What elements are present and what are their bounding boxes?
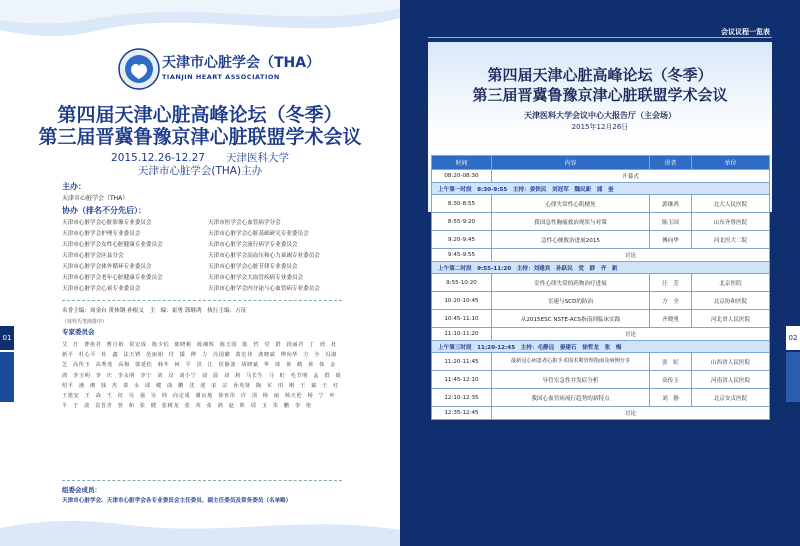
co-organizer-item: 天津市心脏学会区县分会 <box>62 253 124 259</box>
table-row <box>432 249 770 262</box>
page-number-tab: 01 <box>0 326 14 350</box>
cell-unit: 北大人民医院 <box>692 195 770 213</box>
table-row <box>432 371 770 389</box>
col-time-header: 时间 <box>432 156 492 170</box>
cell-time: 11:45-12:10 <box>432 371 492 389</box>
editors-line: 名誉主编：周金台 黄体钢 孙根义 主 编：霍勇 郭继鸿 执行主编：万征 <box>62 308 247 314</box>
cell-content: 开幕式 <box>492 170 770 183</box>
cell-speaker: 汪 芳 <box>650 274 692 292</box>
page-number-tab: 02 <box>786 326 800 350</box>
cell-time: 8:55-9:20 <box>432 213 492 231</box>
col-content-header: 内容 <box>492 156 650 170</box>
co-organizer-item: 天津市心脏学会心脏节律专业委员会 <box>208 264 298 270</box>
col-unit-header: 单位 <box>692 156 770 170</box>
event-title-2: 第三届晋冀鲁豫京津心脏联盟学术会议 <box>38 126 362 148</box>
co-organizer-item: 天津市心脏学会内分泌与心血管病专业委员会 <box>208 286 320 292</box>
cell-time: 8:30-8:55 <box>432 195 492 213</box>
table-row <box>432 213 770 231</box>
co-organizer-item: 天津市医学会心血管病学分会 <box>208 220 281 226</box>
organizer-heading: 主办： <box>62 182 86 191</box>
org-name-cn: 天津市心脏学会（THA） <box>162 55 321 71</box>
cell-time: 12:35-12:45 <box>432 407 492 420</box>
cell-content: 我国心血管病流行趋势的新特点 <box>492 389 650 407</box>
editors-note: （按姓氏笔画排序） <box>62 319 108 325</box>
table-row <box>432 389 770 407</box>
bottom-wave-decoration <box>0 510 400 546</box>
agenda-date: 2015年12月26日 <box>571 123 629 131</box>
header-rule <box>428 37 772 38</box>
cell-unit: 河北医大二院 <box>692 231 770 249</box>
experts-list: 艾 玎 曹艳君 曹月娟 常宏成 陈少伯 陈晓彬 陈湘辉 陈玉国 陈 哲 党 群 段丽君 丁 欣 杜新平 杜心平 杜 鑫 法天锷 范丽娟 付 援 傅 力 冯国璐 葛宏伟 龚晓斌 傅向华 方 全 冯淑芝 高传玉 高秀莲 高梅 郭延松 韩冬 何 平 洪 江 侯静波 胡晓斌 华 琦 黄 鹤 黄 体 金 鸿 李玉明 李 庆 李永明 李宁 刘 汉 刘小宁 刘 晨 刘 莉 马长生 马 虹 毛节明 孟 群 聂绍平 潘 湘 钱 杰 秦 永 邱 健 曲 鹏 沈 迎 宋 宗 孙英贤 陶 军 田 刚 王 斌 王 红 王建安 王 焱 王 征 吴 强 吴 炜 向定成 谢良地 徐亚伟 许 顶 杨 丽 杨天伦 杨 宁 叶 平 于 波 袁晋青 曾 和 张 健 张树龙 张 英 张 鸿 赵 昕 周 玉 朱 鹏 李 艳 <box>62 342 342 410</box>
cell-time: 10:45-11:10 <box>432 310 492 328</box>
co-organizer-list-left <box>62 218 163 295</box>
session-label: 上午第一时段 8:30-9:55 主持：姜铁民 刘冠军 魏民新 浦 奎 <box>432 183 770 195</box>
co-organizer-item: 天津市心脏学会流行病学专业委员会 <box>208 242 298 248</box>
table-row <box>432 170 770 183</box>
committee-heading: 组委会成员： <box>62 486 101 494</box>
cell-speaker: 陈玉国 <box>650 213 692 231</box>
divider <box>62 300 342 301</box>
experts-heading: 专家委员会 <box>62 328 95 336</box>
right-page <box>400 0 800 546</box>
table-header-row <box>432 156 770 170</box>
top-wave-decoration <box>0 0 400 60</box>
session-row <box>432 183 770 195</box>
cell-unit: 山西省人民医院 <box>692 353 770 371</box>
tha-logo-icon <box>118 48 160 90</box>
cell-speaker: 张 虹 <box>650 353 692 371</box>
cell-content: 我国急性胸痛救治现状与对策 <box>492 213 650 231</box>
co-organizer-item: 天津市心脏学会大血管疾病专业委员会 <box>208 275 304 281</box>
cell-speaker: 郭继鸿 <box>650 195 692 213</box>
session-label: 上午第三时段 11:20-12:45 主持：毛静远 晏建石 徐哲龙 张 梅 <box>432 341 770 353</box>
cell-unit: 河南省人民医院 <box>692 371 770 389</box>
table-row <box>432 407 770 420</box>
co-organizer-item: 天津市心脏学会体外循环专业委员会 <box>62 264 152 270</box>
table-row <box>432 274 770 292</box>
org-name-en: TIANJIN HEART ASSOCIATION <box>162 73 280 81</box>
cell-content: 讨论 <box>492 249 770 262</box>
cell-speaker: 方 全 <box>650 292 692 310</box>
cell-speaker: 傅向华 <box>650 231 692 249</box>
cell-time: 08:20-08:30 <box>432 170 492 183</box>
table-row <box>432 292 770 310</box>
divider <box>62 480 342 481</box>
table-row <box>432 231 770 249</box>
cell-content: 急性心梗救治进展2015 <box>492 231 650 249</box>
cell-content: 室速与SCD的防治 <box>492 292 650 310</box>
cell-content: 室性心律失常的药物治疗进展 <box>492 274 650 292</box>
co-organizer-item: 天津市心脏学会老年心脏健康专业委员会 <box>62 275 163 281</box>
session-row <box>432 262 770 274</box>
cell-time: 10:20-10:45 <box>432 292 492 310</box>
session-label: 上午第二时段 9:55-11:20 主持：刘建宾 孙跃民 党 群 齐 新 <box>432 262 770 274</box>
table-row <box>432 310 770 328</box>
agenda-title-1: 第四届天津心脏高峰论坛（冬季） <box>487 66 713 84</box>
organizer-text: 天津市心脏学会（THA） <box>62 195 129 202</box>
col-speaker-header: 讲者 <box>650 156 692 170</box>
cell-time: 12:10-12:35 <box>432 389 492 407</box>
agenda-table <box>431 155 770 420</box>
cell-content: 导管室急性并发症分析 <box>492 371 650 389</box>
co-organizer-item: 天津市心脏学会护理专业委员会 <box>62 231 141 237</box>
co-organizer-item: 天津市心脏学会心脏影像专业委员会 <box>62 220 152 226</box>
co-organizer-item: 天津市心脏学会心脏基础研究专业委员会 <box>208 231 309 237</box>
cell-unit: 北京协和医院 <box>692 292 770 310</box>
cell-content: 心律失常性心肌梗死 <box>492 195 650 213</box>
cell-speaker: 刘 静 <box>650 389 692 407</box>
cell-time: 9:55-10:20 <box>432 274 492 292</box>
cell-time: 11:20-11:45 <box>432 353 492 371</box>
event-host: 天津市心脏学会(THA)主办 <box>137 165 263 177</box>
table-row <box>432 328 770 341</box>
cell-content: 从2015ESC NSTE-ACS指南到临床实践 <box>492 310 650 328</box>
cell-unit: 河北省人民医院 <box>692 310 770 328</box>
agenda-title-2: 第三届晋冀鲁豫京津心脏联盟学术会议 <box>472 86 728 104</box>
co-organizer-heading: 协办（排名不分先后）： <box>62 206 146 215</box>
cell-unit: 北京安贞医院 <box>692 389 770 407</box>
event-title-1: 第四届天津心脏高峰论坛（冬季） <box>57 104 343 126</box>
session-row <box>432 341 770 353</box>
cell-content: 最新冠心病患者心脏手术围术期管理指南及病例分享 <box>492 353 650 371</box>
cell-content: 讨论 <box>492 328 770 341</box>
co-organizer-list-right <box>208 218 320 295</box>
committee-text: 天津市心脏学会、天津市心脏学会各专业委员会主任委员、副主任委员及常务委员（名单略） <box>62 498 292 504</box>
agenda-section-label: 会议议程一览表 <box>721 28 770 36</box>
cell-time: 9:20-9:45 <box>432 231 492 249</box>
side-strip <box>0 352 14 402</box>
table-row <box>432 353 770 371</box>
co-organizer-item: 天津市心脏学会心衰专业委员会 <box>62 286 141 292</box>
co-organizer-item: 天津市心脏学会女性心脏健康专业委员会 <box>62 242 163 248</box>
cell-speaker: 高传玉 <box>650 371 692 389</box>
table-row <box>432 195 770 213</box>
cell-speaker: 齐晓勇 <box>650 310 692 328</box>
cell-time: 9:45-9:55 <box>432 249 492 262</box>
event-date-place: 2015.12.26-12.27 天津医科大学 <box>111 152 289 164</box>
cell-unit: 北京医院 <box>692 274 770 292</box>
co-organizer-item: 天津市心脏学会高血压和心力衰竭专业委员会 <box>208 253 320 259</box>
cell-time: 11:10-11:20 <box>432 328 492 341</box>
side-strip <box>786 352 800 402</box>
cell-unit: 山东齐鲁医院 <box>692 213 770 231</box>
agenda-venue: 天津医科大学会议中心大报告厅（主会场） <box>524 111 676 120</box>
cell-content: 讨论 <box>492 407 770 420</box>
